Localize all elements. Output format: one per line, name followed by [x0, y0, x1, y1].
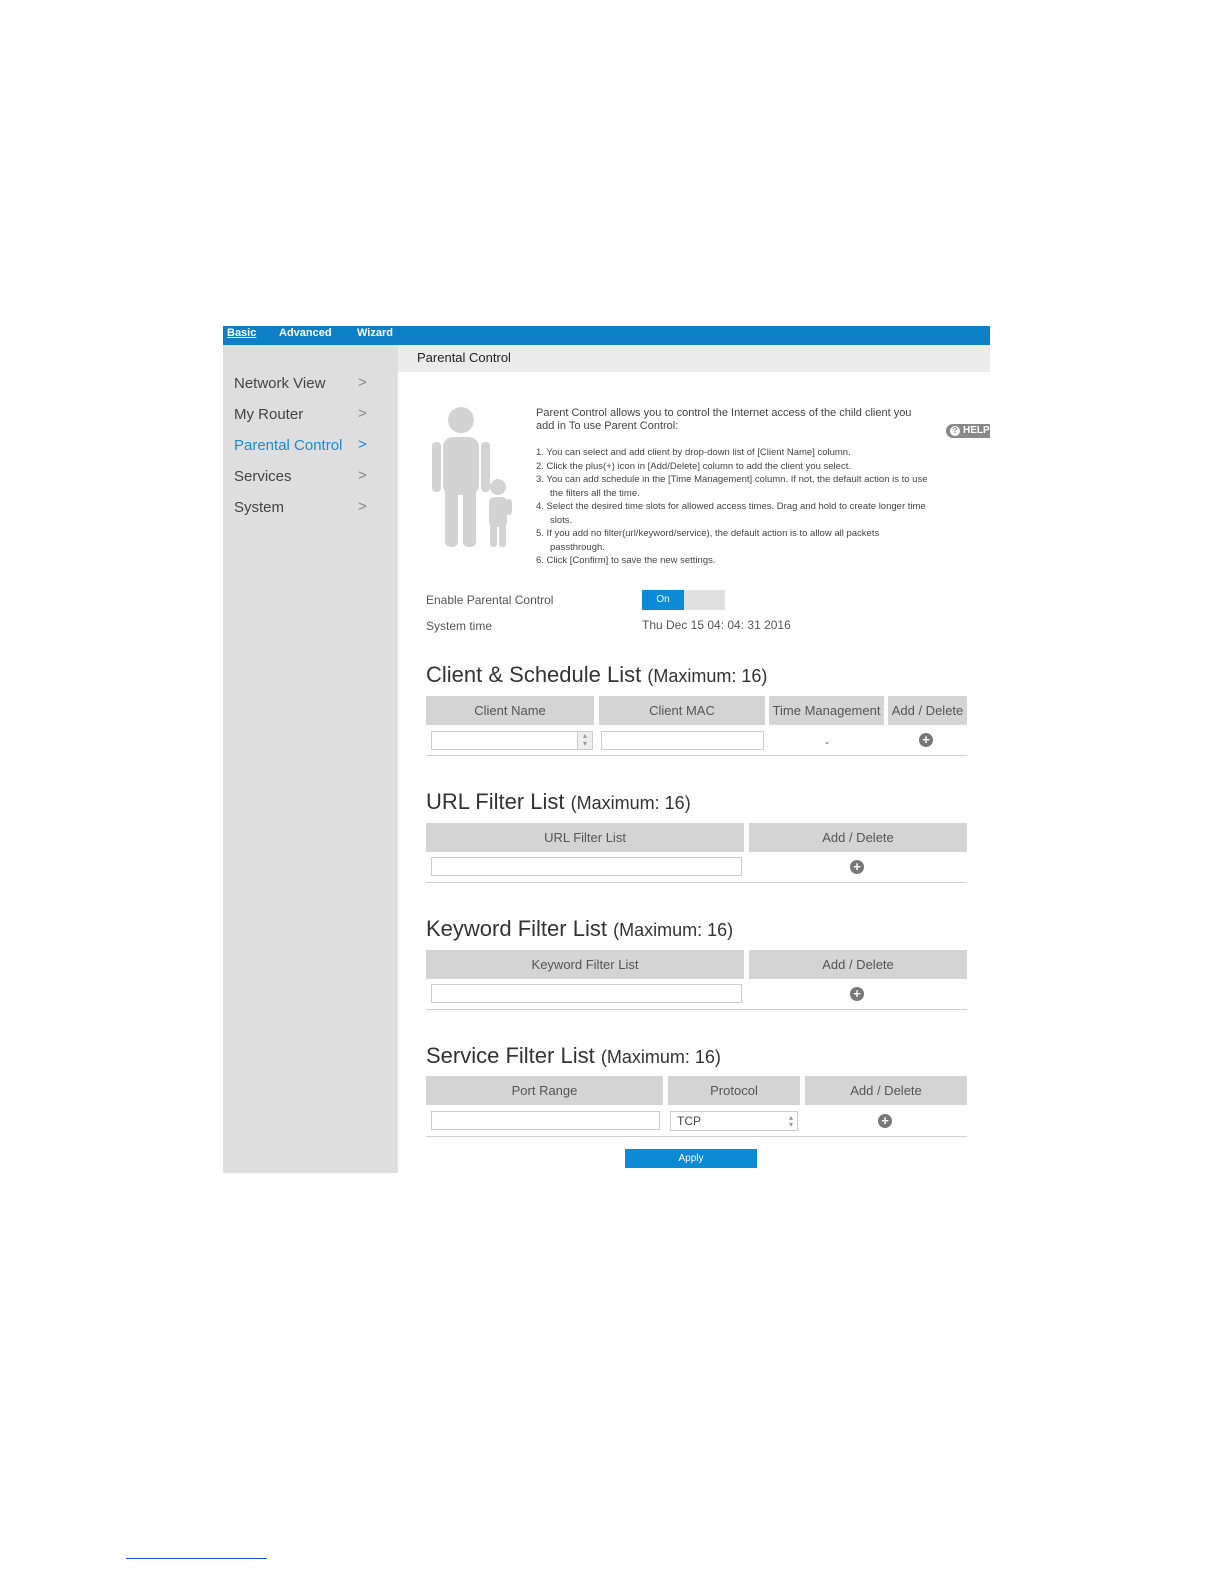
sidebar-item-label: My Router	[234, 406, 304, 423]
header-port-range: Port Range	[426, 1076, 663, 1105]
sidebar-item-my-router[interactable]	[234, 403, 384, 427]
sidebar-item-parental-control[interactable]	[234, 434, 384, 458]
spinner-icon: ▴ ▾	[577, 732, 592, 749]
tab-wizard[interactable]: Wizard	[357, 327, 393, 339]
service-filter-section-title	[426, 1043, 721, 1069]
row-divider	[426, 882, 967, 883]
system-time-label: System time	[426, 619, 493, 633]
enable-parental-control-label: Enable Parental Control	[426, 593, 554, 607]
section-title-text: Service Filter List	[426, 1043, 595, 1068]
header-url-filter-list: URL Filter List	[426, 823, 744, 852]
router-admin-window	[223, 326, 990, 1173]
instruction-step: 4. Select the desired time slots for allowed access times. Drag and hold to create longer time slots.	[536, 501, 926, 526]
instruction-step: 3. You can add schedule in the [Time Management] column. If not, the default action is to use the filters all the time.	[536, 474, 928, 499]
header-keyword-filter-list: Keyword Filter List	[426, 950, 744, 979]
system-time-value: Thu Dec 15 04: 04: 31 2016	[642, 618, 791, 632]
apply-button[interactable]: Apply	[625, 1149, 757, 1168]
sidebar-item-services[interactable]	[234, 465, 384, 489]
instruction-step: 2. Click the plus(+) icon in [Add/Delete] column to add the client you select.	[536, 460, 851, 472]
instruction-list	[536, 446, 928, 568]
keyword-filter-input[interactable]	[431, 984, 742, 1003]
client-mac-input[interactable]	[601, 731, 764, 750]
intro-description: Parent Control allows you to control the Internet access of the child client you add in To use Parent Control:	[536, 407, 912, 432]
help-button[interactable]	[946, 424, 990, 438]
toggle-on-state: On	[642, 590, 684, 610]
row-divider	[426, 755, 967, 756]
section-max-label: (Maximum: 16)	[570, 793, 691, 813]
section-max-label: (Maximum: 16)	[613, 920, 734, 940]
sidebar-item-label: Network View	[234, 375, 326, 392]
main-content	[398, 345, 990, 1173]
add-client-icon[interactable]: +	[919, 733, 933, 747]
parent-child-icon	[428, 407, 518, 547]
header-add-delete: Add / Delete	[805, 1076, 967, 1105]
header-time-management: Time Management	[769, 696, 884, 725]
sidebar-item-network-view[interactable]	[234, 372, 384, 396]
section-max-label: (Maximum: 16)	[647, 666, 768, 686]
chevron-right-icon: >	[358, 405, 367, 422]
url-filter-section-title	[426, 789, 691, 815]
chevron-updown-icon: ▴ ▾	[788, 1113, 793, 1129]
add-service-icon[interactable]: +	[878, 1114, 892, 1128]
chevron-right-icon: >	[358, 374, 367, 391]
row-divider	[426, 1136, 967, 1137]
parental-control-toggle[interactable]	[642, 590, 725, 610]
instruction-step: 1. You can select and add client by drop-down list of [Client Name] column.	[536, 447, 851, 458]
section-max-label: (Maximum: 16)	[600, 1047, 721, 1067]
page-title: Parental Control	[417, 350, 511, 365]
row-divider	[426, 1009, 967, 1010]
url-filter-input[interactable]	[431, 857, 742, 876]
add-url-icon[interactable]: +	[850, 860, 864, 874]
chevron-right-icon: >	[358, 467, 367, 484]
sidebar	[223, 345, 398, 1173]
sidebar-item-label: Parental Control	[234, 437, 343, 454]
protocol-value: TCP	[677, 1114, 701, 1128]
time-management-value: -	[825, 735, 829, 749]
chevron-right-icon: >	[358, 436, 367, 453]
instruction-step: 6. Click [Confirm] to save the new settings.	[536, 555, 716, 566]
tab-advanced[interactable]: Advanced	[279, 327, 332, 339]
footnote-divider	[126, 1558, 267, 1559]
port-range-input[interactable]	[431, 1111, 660, 1130]
header-client-mac: Client MAC	[599, 696, 765, 725]
help-label: HELP	[963, 425, 990, 436]
add-keyword-icon[interactable]: +	[850, 987, 864, 1001]
instruction-step: 5. If you add no filter(url/keyword/service), the default action is to allow all packets passthrough.	[536, 528, 880, 553]
section-title-text: URL Filter List	[426, 789, 565, 814]
sidebar-item-system[interactable]	[234, 496, 384, 520]
header-add-delete: Add / Delete	[749, 823, 967, 852]
section-title-text: Client & Schedule List	[426, 662, 642, 687]
client-schedule-section-title	[426, 662, 767, 688]
header-add-delete: Add / Delete	[888, 696, 967, 725]
tab-basic[interactable]: Basic	[227, 327, 257, 339]
chevron-right-icon: >	[358, 498, 367, 515]
section-title-text: Keyword Filter List	[426, 916, 607, 941]
header-protocol: Protocol	[668, 1076, 800, 1105]
sidebar-item-label: Services	[234, 468, 292, 485]
top-navigation-bar	[223, 326, 990, 345]
header-client-name: Client Name	[426, 696, 594, 725]
client-name-select[interactable]	[431, 731, 593, 750]
keyword-filter-section-title	[426, 916, 733, 942]
page-header	[398, 345, 990, 372]
protocol-select[interactable]	[670, 1111, 798, 1131]
sidebar-item-label: System	[234, 499, 285, 516]
help-icon: ?	[950, 426, 960, 436]
header-add-delete: Add / Delete	[749, 950, 967, 979]
